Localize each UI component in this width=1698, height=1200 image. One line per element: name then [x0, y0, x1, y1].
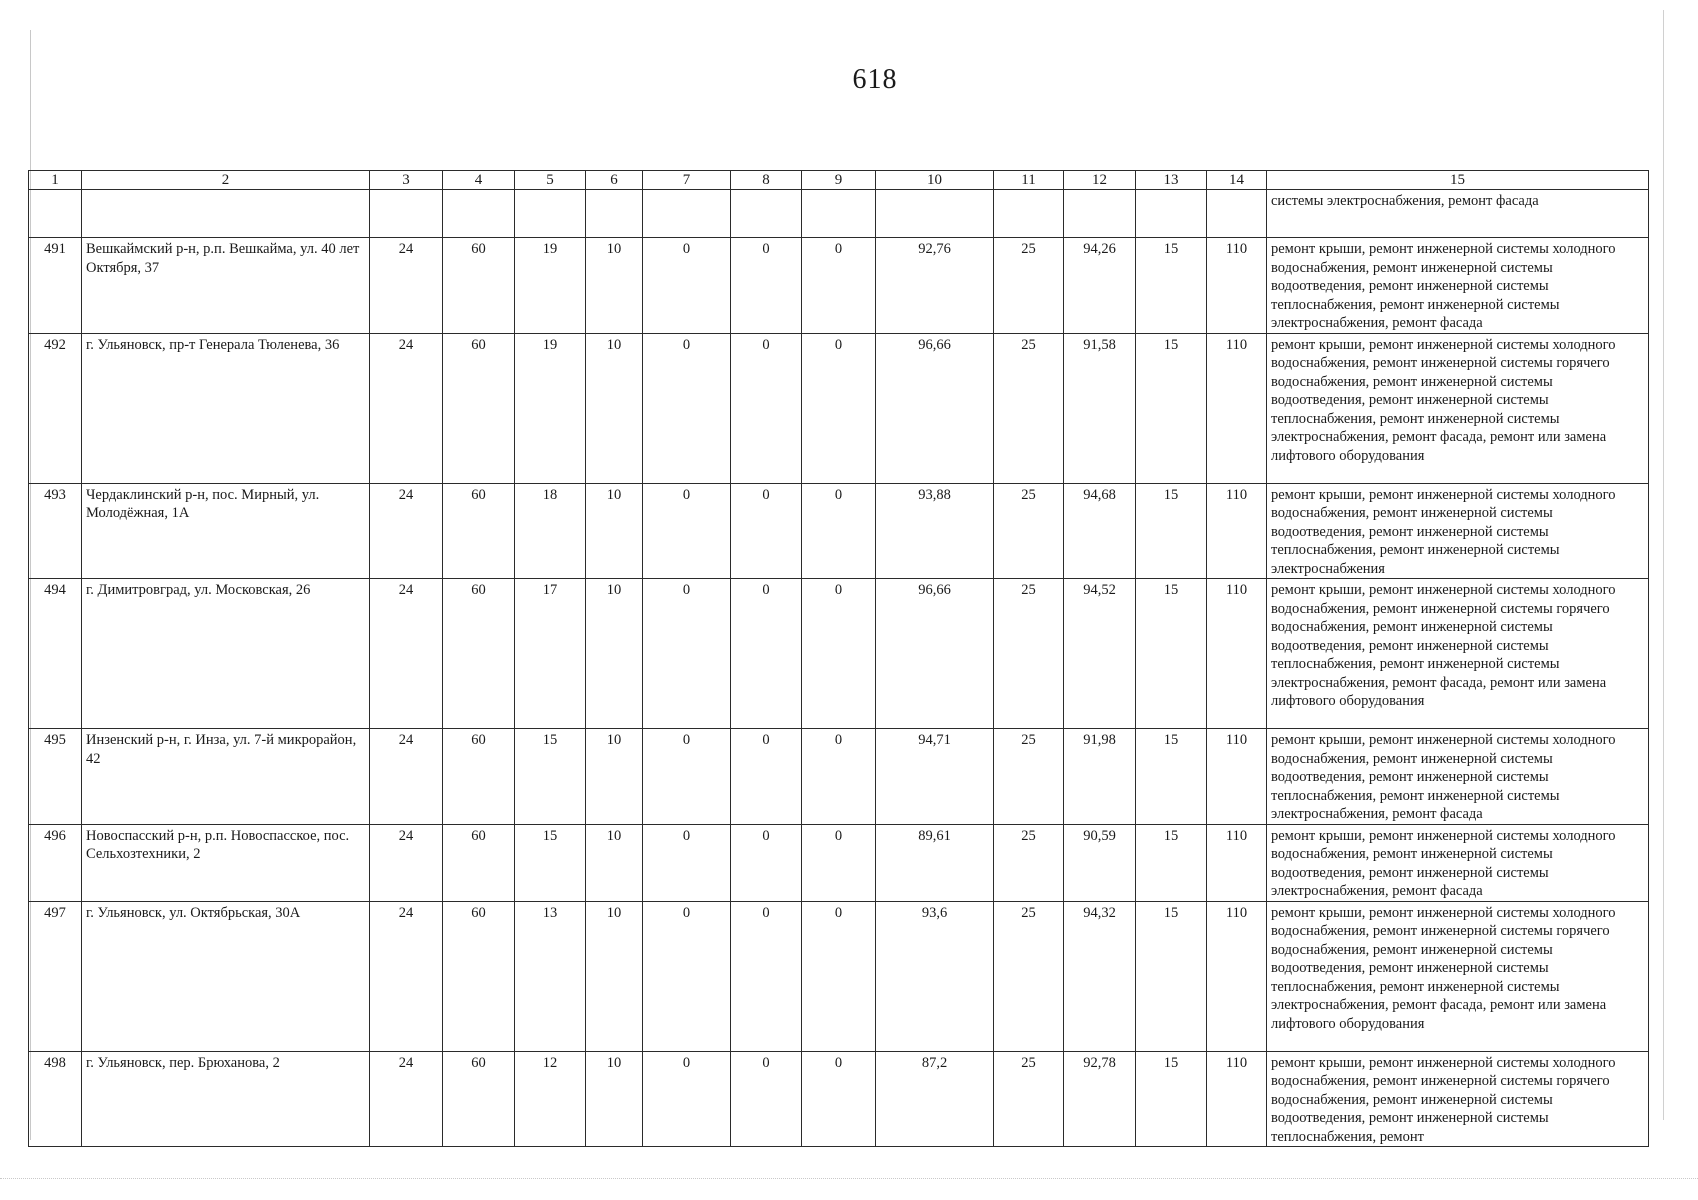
value-cell-c9: 0	[802, 333, 876, 483]
value-cell-c10: 96,66	[876, 333, 994, 483]
value-cell-c8: 0	[731, 579, 802, 729]
col-header-4: 4	[443, 171, 515, 190]
address-cell: г. Ульяновск, пр-т Генерала Тюленева, 36	[82, 333, 370, 483]
row-number-cell: 492	[29, 333, 82, 483]
row-number-cell: 497	[29, 901, 82, 1051]
table-row	[29, 901, 1649, 1051]
value-cell-c5: 19	[515, 238, 586, 334]
address-cell: Инзенский р-н, г. Инза, ул. 7-й микрорайон, 42	[82, 729, 370, 825]
works-cell: ремонт крыши, ремонт инженерной системы холодного водоснабжения, ремонт инженерной системы горячего водоснабжения, ремонт инженерной системы водоотведения, ремонт инженерной системы теплоснабжения, ремонт инженерной системы электроснабжения, ремонт фасада, ремонт или замена лифтового оборудования	[1267, 333, 1649, 483]
value-cell-c11: 25	[994, 901, 1064, 1051]
value-cell-c5: 19	[515, 333, 586, 483]
value-cell-c4: 60	[443, 1051, 515, 1147]
works-cell: ремонт крыши, ремонт инженерной системы холодного водоснабжения, ремонт инженерной системы горячего водоснабжения, ремонт инженерной системы водоотведения, ремонт инженерной системы теплоснабжения, ремонт инженерной системы электроснабжения, ремонт фасада, ремонт или замена лифтового оборудования	[1267, 579, 1649, 729]
scan-edge-line	[1663, 10, 1664, 1120]
table-cell	[994, 190, 1064, 238]
value-cell-c13: 15	[1136, 579, 1207, 729]
scan-bottom-edge	[0, 1178, 1698, 1183]
table-cell	[82, 190, 370, 238]
continuation-row	[29, 190, 1649, 238]
value-cell-c6: 10	[586, 1051, 643, 1147]
table-row	[29, 579, 1649, 729]
table-cell	[1136, 190, 1207, 238]
col-header-13: 13	[1136, 171, 1207, 190]
value-cell-c4: 60	[443, 579, 515, 729]
value-cell-c6: 10	[586, 483, 643, 579]
value-cell-c5: 13	[515, 901, 586, 1051]
value-cell-c4: 60	[443, 238, 515, 334]
col-header-5: 5	[515, 171, 586, 190]
value-cell-c4: 60	[443, 483, 515, 579]
value-cell-c11: 25	[994, 238, 1064, 334]
value-cell-c9: 0	[802, 238, 876, 334]
value-cell-c5: 15	[515, 729, 586, 825]
value-cell-c14: 110	[1207, 483, 1267, 579]
value-cell-c14: 110	[1207, 729, 1267, 825]
value-cell-c12: 94,32	[1064, 901, 1136, 1051]
value-cell-c12: 94,68	[1064, 483, 1136, 579]
value-cell-c10: 89,61	[876, 824, 994, 901]
column-number-header	[29, 171, 1649, 190]
value-cell-c13: 15	[1136, 901, 1207, 1051]
value-cell-c6: 10	[586, 238, 643, 334]
value-cell-c10: 92,76	[876, 238, 994, 334]
value-cell-c3: 24	[370, 729, 443, 825]
value-cell-c6: 10	[586, 729, 643, 825]
value-cell-c12: 94,26	[1064, 238, 1136, 334]
value-cell-c10: 96,66	[876, 579, 994, 729]
value-cell-c6: 10	[586, 333, 643, 483]
value-cell-c11: 25	[994, 483, 1064, 579]
table-cell	[370, 190, 443, 238]
value-cell-c9: 0	[802, 901, 876, 1051]
col-header-3: 3	[370, 171, 443, 190]
value-cell-c7: 0	[643, 901, 731, 1051]
table-cell	[1207, 190, 1267, 238]
table-cell	[731, 190, 802, 238]
value-cell-c9: 0	[802, 579, 876, 729]
table-row	[29, 238, 1649, 334]
table-cell	[443, 190, 515, 238]
value-cell-c11: 25	[994, 579, 1064, 729]
value-cell-c13: 15	[1136, 238, 1207, 334]
col-header-1: 1	[29, 171, 82, 190]
row-number-cell: 495	[29, 729, 82, 825]
works-cell: ремонт крыши, ремонт инженерной системы холодного водоснабжения, ремонт инженерной системы водоотведения, ремонт инженерной системы теплоснабжения, ремонт инженерной системы электроснабжения	[1267, 483, 1649, 579]
value-cell-c11: 25	[994, 1051, 1064, 1147]
table-cell	[29, 190, 82, 238]
value-cell-c3: 24	[370, 901, 443, 1051]
value-cell-c6: 10	[586, 901, 643, 1051]
value-cell-c7: 0	[643, 483, 731, 579]
value-cell-c5: 15	[515, 824, 586, 901]
value-cell-c9: 0	[802, 824, 876, 901]
value-cell-c6: 10	[586, 579, 643, 729]
value-cell-c3: 24	[370, 483, 443, 579]
value-cell-c4: 60	[443, 333, 515, 483]
address-cell: Вешкаймский р-н, р.п. Вешкайма, ул. 40 лет Октября, 37	[82, 238, 370, 334]
row-number-cell: 494	[29, 579, 82, 729]
value-cell-c14: 110	[1207, 333, 1267, 483]
table-cell	[515, 190, 586, 238]
value-cell-c14: 110	[1207, 824, 1267, 901]
col-header-6: 6	[586, 171, 643, 190]
works-cell: ремонт крыши, ремонт инженерной системы холодного водоснабжения, ремонт инженерной системы горячего водоснабжения, ремонт инженерной системы водоотведения, ремонт инженерной системы теплоснабжения, ремонт инженерной системы электроснабжения, ремонт фасада, ремонт или замена лифтового оборудования	[1267, 901, 1649, 1051]
value-cell-c3: 24	[370, 579, 443, 729]
value-cell-c5: 18	[515, 483, 586, 579]
header-row	[29, 171, 1649, 190]
table-cell	[586, 190, 643, 238]
value-cell-c9: 0	[802, 1051, 876, 1147]
value-cell-c5: 17	[515, 579, 586, 729]
value-cell-c12: 90,59	[1064, 824, 1136, 901]
works-cell: ремонт крыши, ремонт инженерной системы холодного водоснабжения, ремонт инженерной системы водоотведения, ремонт инженерной системы теплоснабжения, ремонт инженерной системы электроснабжения, ремонт фасада	[1267, 729, 1649, 825]
works-cell: системы электроснабжения, ремонт фасада	[1267, 190, 1649, 238]
col-header-2: 2	[82, 171, 370, 190]
table-row	[29, 333, 1649, 483]
col-header-11: 11	[994, 171, 1064, 190]
value-cell-c12: 92,78	[1064, 1051, 1136, 1147]
table-cell	[802, 190, 876, 238]
col-header-14: 14	[1207, 171, 1267, 190]
value-cell-c13: 15	[1136, 483, 1207, 579]
table-row	[29, 483, 1649, 579]
value-cell-c11: 25	[994, 729, 1064, 825]
value-cell-c13: 15	[1136, 1051, 1207, 1147]
value-cell-c7: 0	[643, 1051, 731, 1147]
value-cell-c8: 0	[731, 333, 802, 483]
value-cell-c7: 0	[643, 729, 731, 825]
value-cell-c3: 24	[370, 1051, 443, 1147]
col-header-7: 7	[643, 171, 731, 190]
table-body	[29, 190, 1649, 1147]
table-cell	[643, 190, 731, 238]
value-cell-c7: 0	[643, 824, 731, 901]
value-cell-c8: 0	[731, 824, 802, 901]
value-cell-c13: 15	[1136, 824, 1207, 901]
page-number: 618	[852, 64, 898, 95]
value-cell-c14: 110	[1207, 579, 1267, 729]
table-row	[29, 729, 1649, 825]
value-cell-c3: 24	[370, 824, 443, 901]
col-header-12: 12	[1064, 171, 1136, 190]
address-cell: г. Ульяновск, пер. Брюханова, 2	[82, 1051, 370, 1147]
col-header-9: 9	[802, 171, 876, 190]
works-cell: ремонт крыши, ремонт инженерной системы холодного водоснабжения, ремонт инженерной системы водоотведения, ремонт инженерной системы электроснабжения, ремонт фасада	[1267, 824, 1649, 901]
table-row	[29, 1051, 1649, 1147]
row-number-cell: 491	[29, 238, 82, 334]
address-cell: г. Димитровград, ул. Московская, 26	[82, 579, 370, 729]
row-number-cell: 498	[29, 1051, 82, 1147]
value-cell-c11: 25	[994, 333, 1064, 483]
value-cell-c8: 0	[731, 901, 802, 1051]
value-cell-c14: 110	[1207, 1051, 1267, 1147]
repair-program-table	[28, 170, 1649, 1147]
row-number-cell: 496	[29, 824, 82, 901]
table-row	[29, 824, 1649, 901]
value-cell-c8: 0	[731, 1051, 802, 1147]
value-cell-c6: 10	[586, 824, 643, 901]
works-cell: ремонт крыши, ремонт инженерной системы холодного водоснабжения, ремонт инженерной системы водоотведения, ремонт инженерной системы теплоснабжения, ремонт инженерной системы электроснабжения, ремонт фасада	[1267, 238, 1649, 334]
value-cell-c10: 94,71	[876, 729, 994, 825]
value-cell-c12: 91,98	[1064, 729, 1136, 825]
address-cell: Новоспасский р-н, р.п. Новоспасское, пос. Сельхозтехники, 2	[82, 824, 370, 901]
address-cell: Чердаклинский р-н, пос. Мирный, ул. Молодёжная, 1А	[82, 483, 370, 579]
value-cell-c13: 15	[1136, 729, 1207, 825]
table-cell	[1064, 190, 1136, 238]
address-cell: г. Ульяновск, ул. Октябрьская, 30А	[82, 901, 370, 1051]
value-cell-c9: 0	[802, 729, 876, 825]
value-cell-c8: 0	[731, 238, 802, 334]
value-cell-c3: 24	[370, 333, 443, 483]
value-cell-c10: 93,88	[876, 483, 994, 579]
col-header-8: 8	[731, 171, 802, 190]
value-cell-c7: 0	[643, 579, 731, 729]
value-cell-c3: 24	[370, 238, 443, 334]
value-cell-c7: 0	[643, 333, 731, 483]
value-cell-c7: 0	[643, 238, 731, 334]
value-cell-c9: 0	[802, 483, 876, 579]
value-cell-c8: 0	[731, 483, 802, 579]
value-cell-c4: 60	[443, 901, 515, 1051]
value-cell-c14: 110	[1207, 901, 1267, 1051]
value-cell-c10: 87,2	[876, 1051, 994, 1147]
value-cell-c12: 94,52	[1064, 579, 1136, 729]
value-cell-c4: 60	[443, 824, 515, 901]
value-cell-c14: 110	[1207, 238, 1267, 334]
value-cell-c5: 12	[515, 1051, 586, 1147]
value-cell-c10: 93,6	[876, 901, 994, 1051]
row-number-cell: 493	[29, 483, 82, 579]
value-cell-c8: 0	[731, 729, 802, 825]
value-cell-c13: 15	[1136, 333, 1207, 483]
value-cell-c4: 60	[443, 729, 515, 825]
value-cell-c11: 25	[994, 824, 1064, 901]
table-cell	[876, 190, 994, 238]
value-cell-c12: 91,58	[1064, 333, 1136, 483]
col-header-10: 10	[876, 171, 994, 190]
works-cell: ремонт крыши, ремонт инженерной системы холодного водоснабжения, ремонт инженерной системы горячего водоснабжения, ремонт инженерной системы водоотведения, ремонт инженерной системы теплоснабжения, ремонт	[1267, 1051, 1649, 1147]
col-header-15: 15	[1267, 171, 1649, 190]
